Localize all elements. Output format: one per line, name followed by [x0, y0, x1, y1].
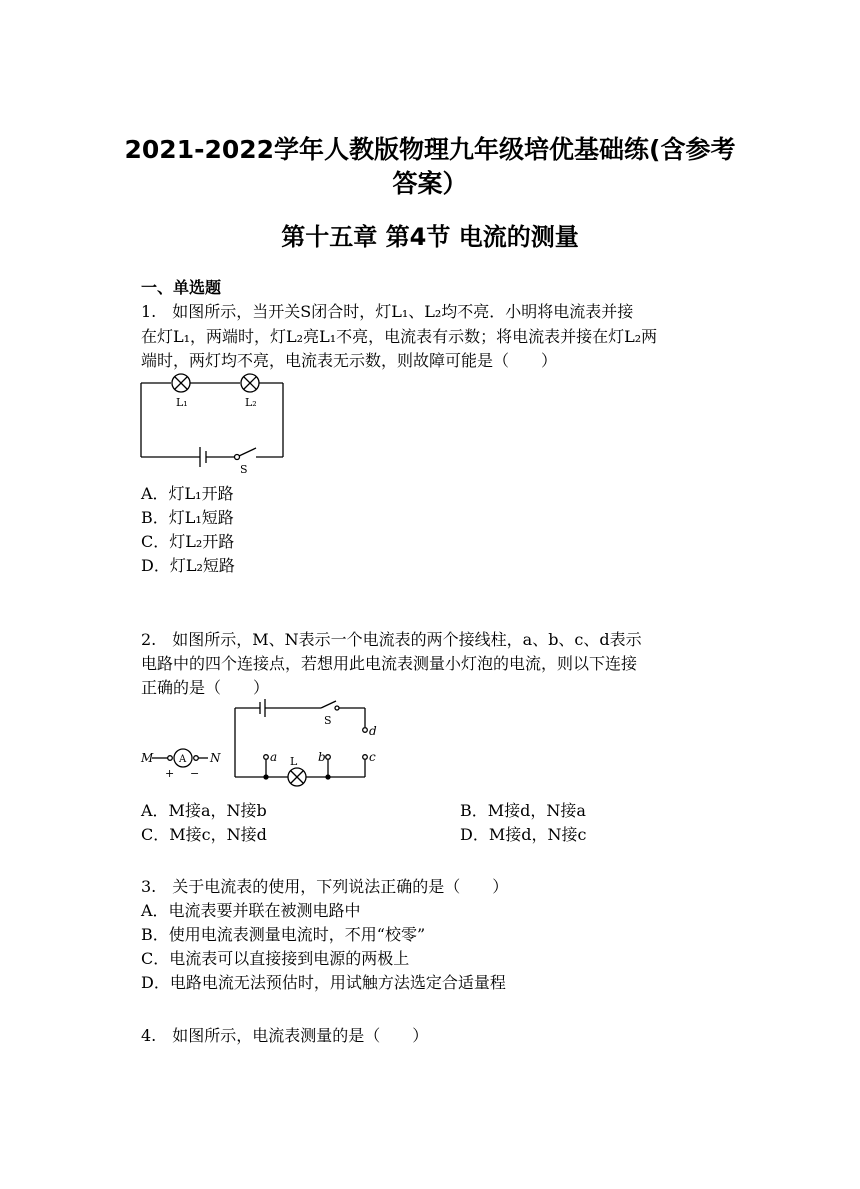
section-heading: 一、单选题 [141, 278, 222, 297]
q3-option-a: A．电流表要并联在被测电路中 [141, 901, 361, 920]
q2-stem-line-1: 2. 如图所示，M、N表示一个电流表的两个接线柱，a、b、c、d表示 [141, 630, 642, 649]
point-d-label: d [369, 724, 377, 738]
q3-option-d: D．电路电流无法预估时，用试触方法选定合适量程 [141, 973, 506, 992]
q1-stem-line-1: 1. 如图所示，当开关S闭合时，灯L₁、L₂均不亮．小明将电流表并接 [141, 302, 634, 321]
point-b-label: b [318, 750, 326, 764]
q2-option-a: A．M接a，N接b [141, 801, 267, 820]
q1-circuit-diagram [138, 369, 288, 477]
point-a-label: a [270, 750, 278, 764]
ammeter-label: A [179, 754, 187, 765]
q2-circuit-diagram [138, 698, 388, 790]
plus-sign: + [165, 767, 175, 780]
q1-stem-line-3: 端时，两灯均不亮，电流表无示数，则故障可能是（ ） [141, 351, 558, 370]
document-title-line-2: 答案） [392, 169, 468, 198]
terminal-n-label: N [210, 751, 221, 765]
q2-option-d: D．M接d，N接c [460, 825, 587, 844]
q2-option-b: B．M接d，N接a [460, 801, 586, 820]
minus-sign: − [190, 767, 200, 780]
q1-option-c: C．灯L₂开路 [141, 532, 235, 551]
q4-stem: 4. 如图所示，电流表测量的是（ ） [141, 1026, 429, 1045]
document-title-line-1: 2021-2022学年人教版物理九年级培优基础练(含参考 [124, 135, 736, 164]
q3-option-b: B．使用电流表测量电流时，不用“校零” [141, 925, 426, 944]
switch-s-label: S [240, 463, 248, 476]
q3-option-c: C．电流表可以直接接到电源的两极上 [141, 949, 410, 968]
q2-stem-line-3: 正确的是（ ） [141, 678, 270, 697]
q1-option-b: B．灯L₁短路 [141, 508, 234, 527]
q1-option-d: D．灯L₂短路 [141, 556, 235, 575]
q1-stem-line-2: 在灯L₁，两端时，灯L₂亮L₁不亮，电流表有示数；将电流表并接在灯L₂两 [141, 327, 658, 346]
q2-stem-line-2: 电路中的四个连接点，若想用此电流表测量小灯泡的电流，则以下连接 [141, 654, 638, 673]
switch-s-label: S [324, 714, 332, 727]
chapter-heading: 第十五章 第4节 电流的测量 [281, 223, 579, 251]
lamp-l1-label: L₁ [176, 396, 188, 409]
lamp-l-label: L [290, 755, 298, 768]
q2-option-c: C．M接c，N接d [141, 825, 267, 844]
q3-stem: 3. 关于电流表的使用，下列说法正确的是（ ） [141, 877, 509, 896]
terminal-m-label: M [141, 751, 154, 765]
lamp-l2-label: L₂ [245, 396, 257, 409]
q1-option-a: A．灯L₁开路 [141, 484, 234, 503]
point-c-label: c [369, 750, 376, 764]
